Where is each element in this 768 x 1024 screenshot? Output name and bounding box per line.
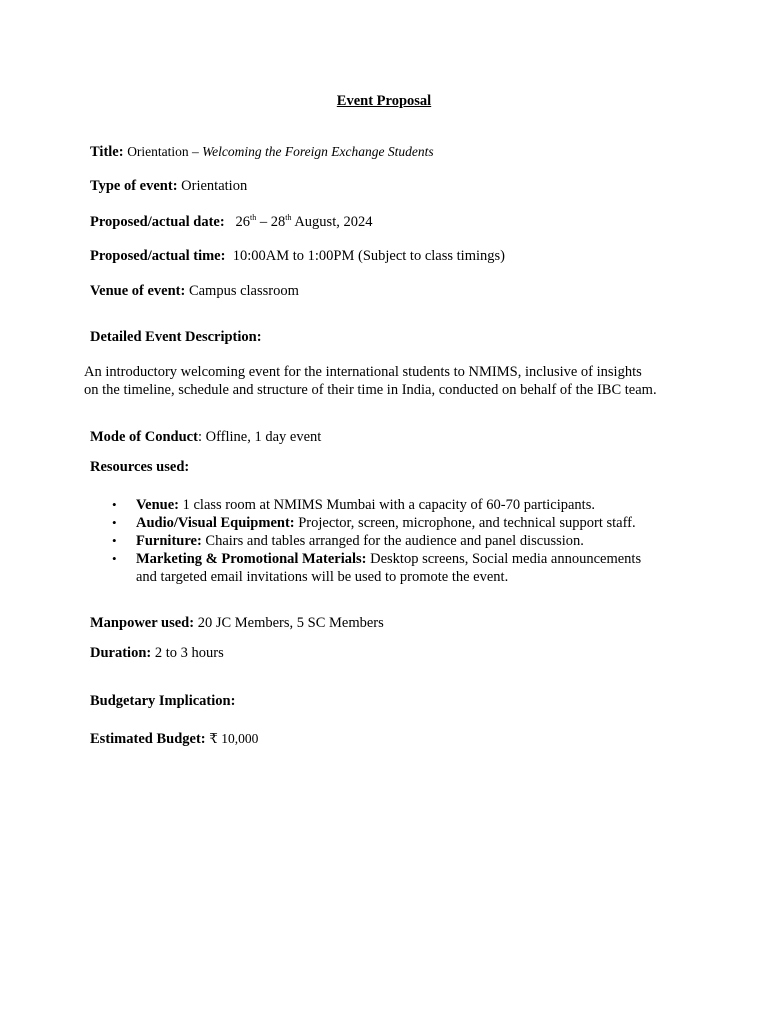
- list-item: [112, 550, 641, 586]
- manpower-value: 20 JC Members, 5 SC Members: [197, 615, 384, 631]
- resource-av-text: Projector, screen, microphone, and technical support staff.: [298, 515, 636, 531]
- resource-marketing-label: Marketing & Promotional Materials:: [136, 551, 367, 567]
- resources-list: [112, 496, 641, 586]
- title-label: Title:: [90, 144, 124, 160]
- date-dash: –: [256, 214, 271, 230]
- duration-label: Duration:: [90, 645, 152, 661]
- resources-heading: Resources used:: [90, 459, 190, 475]
- date-end-sup: th: [285, 213, 292, 223]
- date-rest: August, 2024: [291, 214, 373, 230]
- budgetary-heading: Budgetary Implication:: [90, 693, 236, 709]
- time-line: [90, 248, 505, 265]
- resource-furniture-label: Furniture:: [136, 533, 202, 549]
- date-start-day: 26: [235, 214, 251, 230]
- title-prefix: Orientation –: [127, 144, 203, 159]
- mode-label: Mode of Conduct: [90, 429, 198, 445]
- title-line: [90, 143, 434, 161]
- title-italic: Welcoming the Foreign Exchange Students: [202, 144, 434, 159]
- list-item: [112, 496, 641, 514]
- description-heading: Detailed Event Description:: [90, 329, 262, 345]
- resource-venue-text: 1 class room at NMIMS Mumbai with a capacity of 60-70 participants.: [182, 497, 595, 513]
- description-line-2: on the timeline, schedule and structure of their time in India, conducted on behalf of the IBC team.: [84, 382, 657, 398]
- type-of-event-line: [90, 178, 247, 195]
- mode-value: : Offline, 1 day event: [197, 429, 322, 445]
- manpower-label: Manpower used:: [90, 615, 195, 631]
- venue-value: Campus classroom: [188, 283, 299, 299]
- mode-line: [90, 429, 321, 446]
- document-heading: Event Proposal: [336, 93, 432, 109]
- duration-line: [90, 645, 224, 662]
- time-value: 10:00AM to 1:00PM (Subject to class timings): [232, 248, 505, 264]
- list-item: [112, 514, 641, 532]
- date-line: [90, 214, 372, 231]
- date-end-day: 28: [270, 214, 286, 230]
- budget-label: Estimated Budget:: [90, 731, 206, 747]
- venue-line: [90, 283, 299, 300]
- resource-furniture-text: Chairs and tables arranged for the audience and panel discussion.: [205, 533, 584, 549]
- resource-marketing-text: Desktop screens, Social media announcements: [370, 551, 642, 567]
- resource-venue-label: Venue:: [136, 497, 179, 513]
- date-label: Proposed/actual date:: [90, 214, 225, 230]
- date-start-sup: th: [250, 213, 257, 223]
- budget-value: ₹ 10,000: [209, 731, 259, 746]
- budget-line: [90, 730, 258, 748]
- time-label: Proposed/actual time:: [90, 248, 226, 264]
- list-item: [112, 532, 641, 550]
- type-of-event-label: Type of event:: [90, 178, 178, 194]
- resource-av-label: Audio/Visual Equipment:: [136, 515, 295, 531]
- resource-marketing-text-2: and targeted email invitations will be used to promote the event.: [136, 569, 509, 585]
- duration-value: 2 to 3 hours: [154, 645, 224, 661]
- manpower-line: [90, 615, 384, 632]
- venue-label: Venue of event:: [90, 283, 186, 299]
- type-of-event-value: Orientation: [181, 178, 248, 194]
- description-line-1: An introductory welcoming event for the international students to NMIMS, inclusive of insights: [84, 364, 642, 380]
